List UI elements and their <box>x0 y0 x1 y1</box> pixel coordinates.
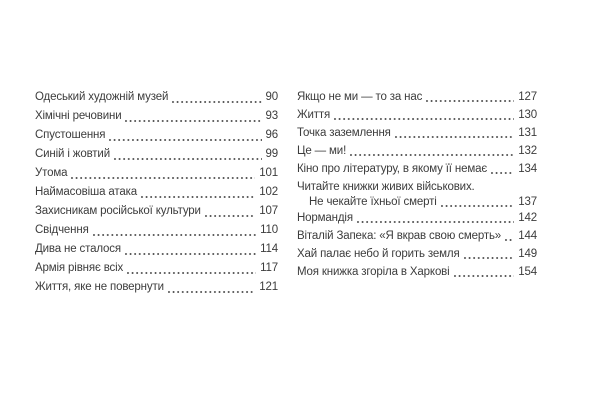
dotted-leader <box>441 196 515 209</box>
toc-entry-title: Це — ми! <box>297 145 347 157</box>
toc-entry <box>35 202 278 221</box>
dotted-leader <box>141 183 255 202</box>
toc-entry-line1 <box>297 178 537 196</box>
toc-page-number: 131 <box>518 127 537 139</box>
toc-entry-title: Свідчення <box>35 224 89 236</box>
toc-page-number: 93 <box>265 110 278 122</box>
toc-entry <box>297 142 537 160</box>
dotted-leader <box>114 145 262 164</box>
toc-entry-title: Синій і жовтий <box>35 148 110 160</box>
dotted-leader <box>172 88 261 107</box>
toc-entry <box>297 227 537 245</box>
toc-entry-title: Хай палає небо й горить земля <box>297 248 460 260</box>
dotted-leader <box>454 263 515 281</box>
toc-entry <box>297 178 537 209</box>
dotted-leader <box>426 88 514 106</box>
toc-entry-title: Точка заземлення <box>297 127 391 139</box>
toc-entry <box>35 183 278 202</box>
toc-entry-title: Нормандія <box>297 212 353 224</box>
toc-entry-title: Наймасовіша атака <box>35 186 137 198</box>
toc-entry <box>297 209 537 227</box>
toc-page-number: 134 <box>518 163 537 175</box>
dotted-leader <box>357 209 514 227</box>
toc-entry-title: Моя книжка згоріла в Харкові <box>297 266 450 278</box>
dotted-leader <box>125 240 256 259</box>
toc-entry-title: Армія рівняє всіх <box>35 262 124 274</box>
toc-page-number: 102 <box>259 186 278 198</box>
toc-page-number: 114 <box>260 243 278 255</box>
toc-entry <box>35 259 278 278</box>
toc-page-number: 90 <box>265 91 278 103</box>
toc-entry-title: Віталій Запека: «Я вкрав свою смерть» <box>297 230 502 242</box>
toc-page-number: 142 <box>518 212 537 224</box>
toc-entry-title: Життя <box>297 109 331 121</box>
toc-page-number: 121 <box>259 281 278 293</box>
toc-entry-title: Спустошення <box>35 129 106 141</box>
toc-column-left <box>35 88 278 297</box>
dotted-leader <box>109 126 261 145</box>
dotted-leader <box>127 259 256 278</box>
toc-page-number: 110 <box>260 224 278 236</box>
toc-entry <box>35 278 278 297</box>
toc-entry <box>297 106 537 124</box>
toc-entry-title: Дива не сталося <box>35 243 121 255</box>
toc-entry <box>297 263 537 281</box>
toc-entry-title: Утома <box>35 167 68 179</box>
dotted-leader <box>125 107 261 126</box>
toc-page-number: 127 <box>518 91 537 103</box>
toc-page-number: 99 <box>265 148 278 160</box>
dotted-leader <box>93 221 256 240</box>
toc-entry <box>35 88 278 107</box>
toc-entry <box>297 124 537 142</box>
toc-entry-line2 <box>297 196 537 209</box>
dotted-leader <box>491 160 514 178</box>
toc-entry <box>35 107 278 126</box>
dotted-leader <box>464 245 515 263</box>
toc-column-right <box>297 88 537 281</box>
dotted-leader <box>334 106 514 124</box>
dotted-leader <box>71 164 255 183</box>
toc-page-number: 101 <box>259 167 278 179</box>
toc-page-number: 144 <box>518 230 537 242</box>
toc-entry <box>297 88 537 106</box>
toc-entry-title: Захисникам російської культури <box>35 205 201 217</box>
toc-entry <box>35 240 278 259</box>
toc-entry-title: Хімічні речовини <box>35 110 122 122</box>
dotted-leader <box>505 227 514 245</box>
toc-page-number: 117 <box>260 262 278 274</box>
toc-entry-title: Одеський художній музей <box>35 91 169 103</box>
toc-page-number: 137 <box>518 196 537 208</box>
toc-entry-title: Читайте книжки живих військових. <box>297 181 475 193</box>
dotted-leader <box>350 142 514 160</box>
toc-page-number: 96 <box>265 129 278 141</box>
toc-page-number: 132 <box>518 145 537 157</box>
dotted-leader <box>205 202 255 221</box>
toc-entry <box>35 164 278 183</box>
toc-entry-title: Життя, яке не повернути <box>35 281 164 293</box>
toc-page-number: 149 <box>518 248 537 260</box>
toc-page-number: 130 <box>518 109 537 121</box>
toc-page-number: 107 <box>259 205 278 217</box>
toc-entry-title: Якщо не ми — то за нас <box>297 91 423 103</box>
toc-entry <box>297 160 537 178</box>
toc-entry <box>35 221 278 240</box>
toc-entry-subtitle: Не чекайте їхньої смерті <box>309 196 437 208</box>
toc-entry <box>35 126 278 145</box>
toc-entry <box>35 145 278 164</box>
toc-entry-title: Кіно про літературу, в якому її немає <box>297 163 488 175</box>
dotted-leader <box>168 278 255 297</box>
dotted-leader <box>395 124 514 142</box>
toc-page-number: 154 <box>518 266 537 278</box>
toc-entry <box>297 245 537 263</box>
